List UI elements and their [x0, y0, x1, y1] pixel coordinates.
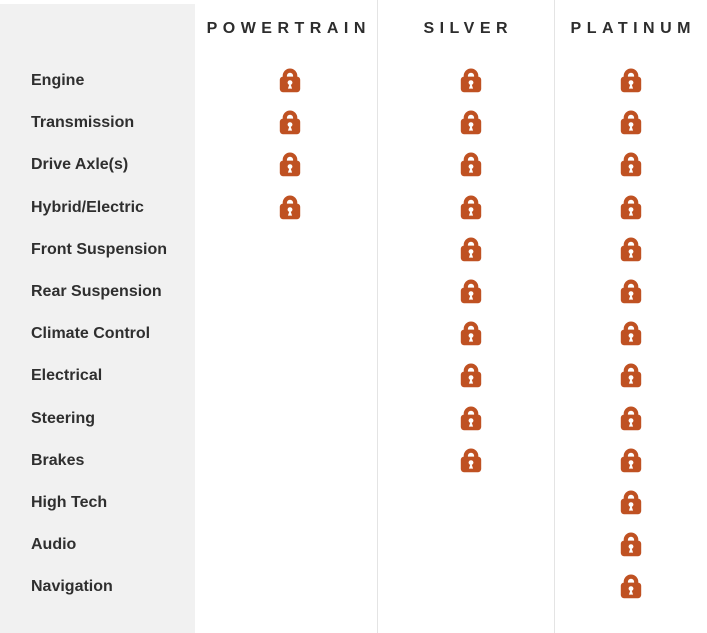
- lock-icon: [619, 192, 643, 220]
- lock-icon: [619, 149, 643, 177]
- coverage-cell-silver: [377, 142, 554, 184]
- coverage-cell-platinum: [554, 227, 707, 269]
- lock-icon: [619, 360, 643, 388]
- coverage-cell-platinum: [554, 522, 707, 564]
- component-label: Audio: [31, 536, 77, 554]
- coverage-cell-silver: [377, 185, 554, 227]
- lock-icon: [459, 360, 483, 388]
- lock-icon: [278, 192, 302, 220]
- coverage-cell-powertrain: [195, 311, 377, 353]
- component-label: Front Suspension: [31, 240, 167, 258]
- lock-icon: [459, 445, 483, 473]
- lock-icon: [278, 65, 302, 93]
- component-label: Hybrid/Electric: [31, 198, 144, 216]
- component-label: Transmission: [31, 114, 135, 132]
- coverage-cell-powertrain: [195, 227, 377, 269]
- coverage-cell-silver: [377, 227, 554, 269]
- coverage-cell-silver: [377, 269, 554, 311]
- coverage-cell-powertrain: [195, 396, 377, 438]
- lock-icon: [459, 234, 483, 262]
- coverage-cell-powertrain: [195, 353, 377, 395]
- component-label: Steering: [31, 409, 96, 427]
- lock-icon: [459, 107, 483, 135]
- coverage-cell-powertrain: [195, 58, 377, 100]
- coverage-cell-powertrain: [195, 480, 377, 522]
- lock-icon: [619, 529, 643, 557]
- lock-icon: [459, 149, 483, 177]
- coverage-cell-powertrain: [195, 438, 377, 480]
- component-label: Climate Control: [31, 325, 151, 343]
- coverage-cell-platinum: [554, 142, 707, 184]
- coverage-cell-platinum: [554, 353, 707, 395]
- lock-icon: [459, 65, 483, 93]
- lock-icon: [619, 65, 643, 93]
- coverage-cell-silver: [377, 100, 554, 142]
- component-label: Navigation: [31, 578, 113, 596]
- coverage-cell-silver: [377, 311, 554, 353]
- coverage-cell-platinum: [554, 564, 707, 606]
- component-label: Brakes: [31, 451, 85, 469]
- component-label: High Tech: [31, 493, 108, 511]
- coverage-cell-platinum: [554, 480, 707, 522]
- lock-icon: [619, 445, 643, 473]
- lock-icon: [459, 192, 483, 220]
- corner-cell: [0, 0, 195, 58]
- lock-icon: [619, 107, 643, 135]
- coverage-cell-silver: [377, 438, 554, 480]
- lock-icon: [619, 276, 643, 304]
- coverage-cell-platinum: [554, 269, 707, 311]
- coverage-cell-silver: [377, 396, 554, 438]
- lock-icon: [619, 318, 643, 346]
- coverage-cell-silver: [377, 522, 554, 564]
- component-label: Rear Suspension: [31, 283, 162, 301]
- lock-icon: [278, 107, 302, 135]
- coverage-cell-silver: [377, 58, 554, 100]
- coverage-cell-powertrain: [195, 185, 377, 227]
- component-label: Engine: [31, 72, 85, 90]
- lock-icon: [278, 149, 302, 177]
- coverage-cell-platinum: [554, 311, 707, 353]
- coverage-cell-platinum: [554, 438, 707, 480]
- coverage-cell-platinum: [554, 185, 707, 227]
- column-header-powertrain: POWERTRAIN: [206, 20, 371, 37]
- coverage-cell-powertrain: [195, 522, 377, 564]
- lock-icon: [459, 403, 483, 431]
- coverage-cell-silver: [377, 480, 554, 522]
- column-header-silver: SILVER: [423, 20, 514, 37]
- coverage-cell-powertrain: [195, 100, 377, 142]
- coverage-cell-silver: [377, 353, 554, 395]
- coverage-cell-platinum: [554, 58, 707, 100]
- lock-icon: [459, 318, 483, 346]
- lock-icon: [619, 403, 643, 431]
- coverage-cell-powertrain: [195, 142, 377, 184]
- component-label: Drive Axle(s): [31, 156, 129, 174]
- lock-icon: [619, 571, 643, 599]
- coverage-cell-powertrain: [195, 269, 377, 311]
- lock-icon: [459, 276, 483, 304]
- lock-icon: [619, 234, 643, 262]
- coverage-cell-powertrain: [195, 564, 377, 606]
- coverage-cell-silver: [377, 564, 554, 606]
- lock-icon: [619, 487, 643, 515]
- coverage-cell-platinum: [554, 100, 707, 142]
- component-label: Electrical: [31, 367, 103, 385]
- column-header-platinum: PLATINUM: [570, 20, 696, 37]
- coverage-cell-platinum: [554, 396, 707, 438]
